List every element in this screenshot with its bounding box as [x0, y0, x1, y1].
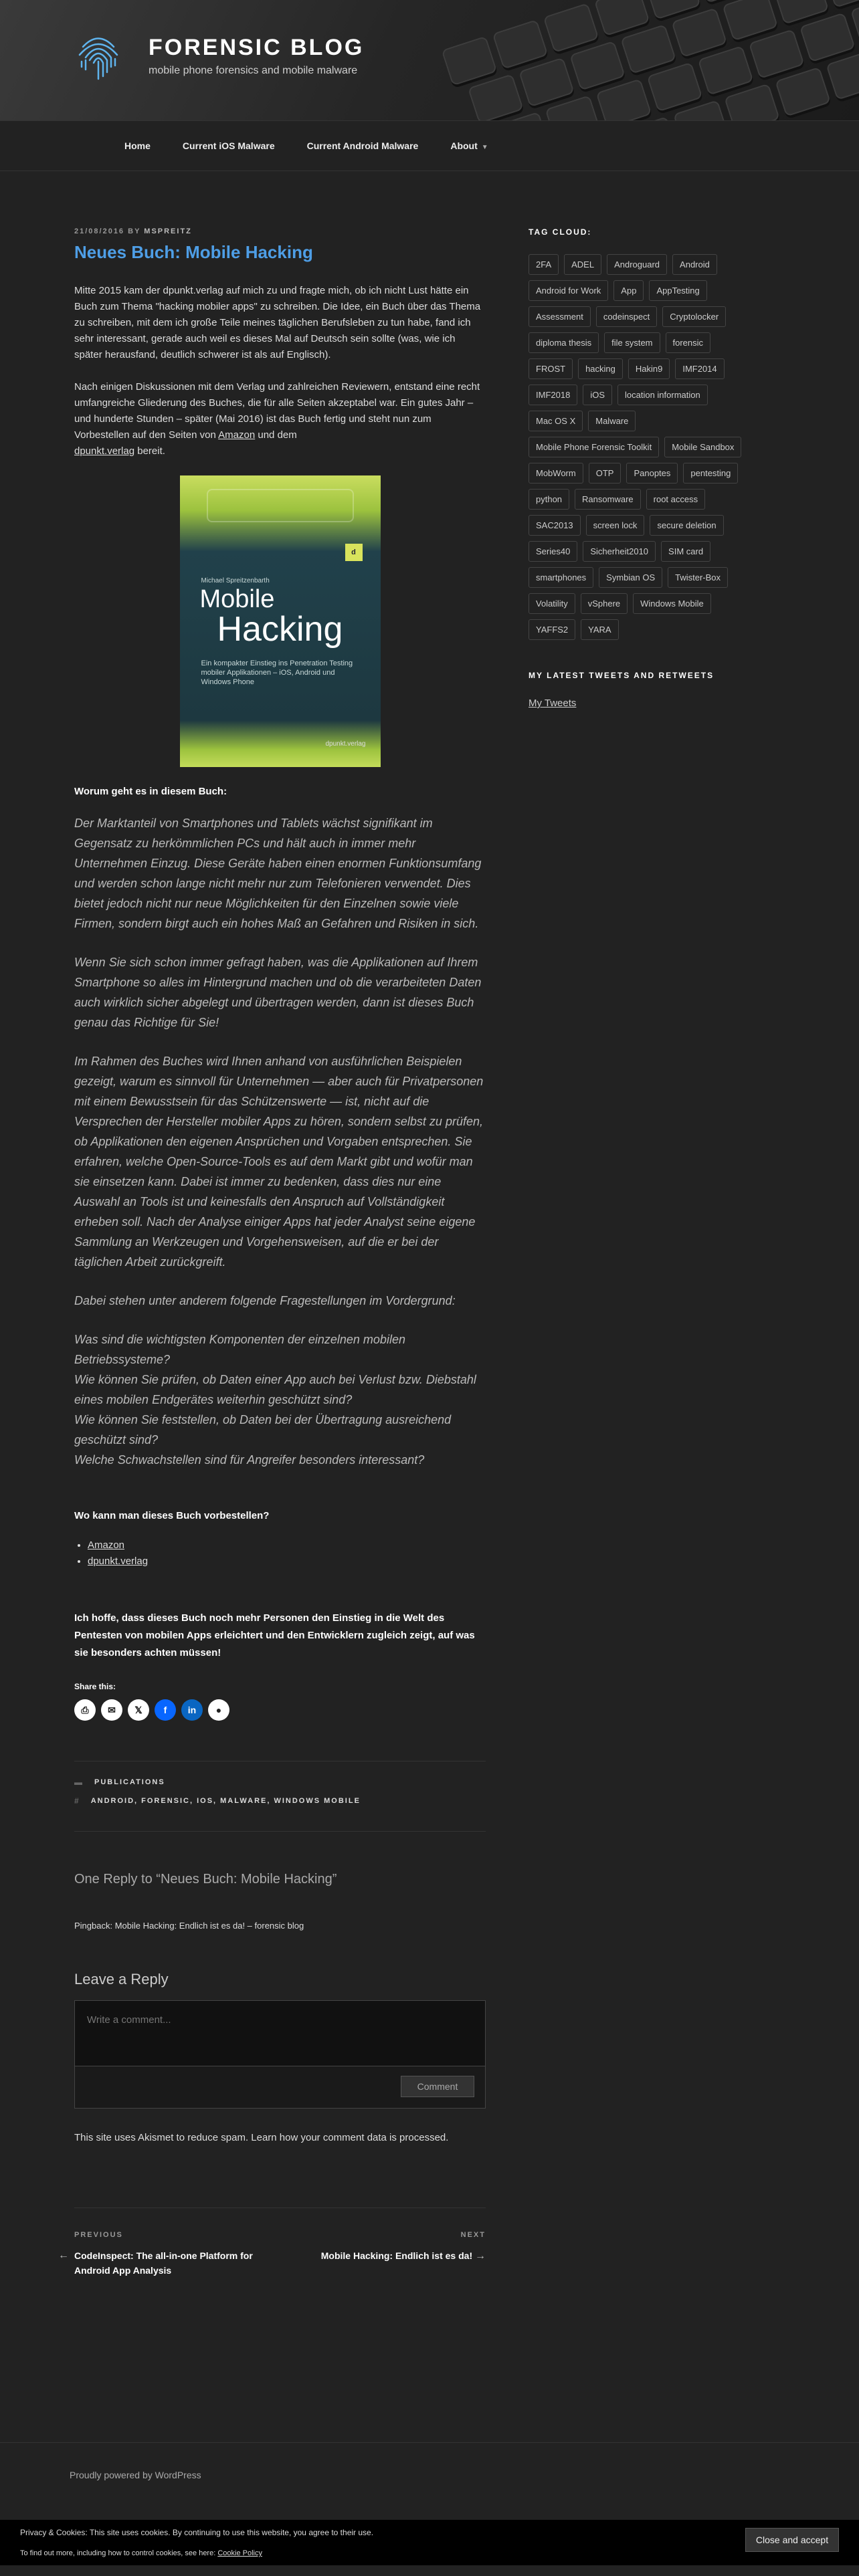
section-heading-order: Wo kann man dieses Buch vorbestellen?: [74, 1510, 270, 1521]
nav-item-ios-malware[interactable]: Current iOS Malware: [182, 140, 275, 151]
hashtag-icon: #: [74, 1796, 80, 1806]
book-author: Michael Spreitzenbarth: [201, 577, 270, 584]
tag-links[interactable]: ANDROID, FORENSIC, IOS, MALWARE, WINDOWS MOBILE: [90, 1797, 361, 1805]
tag-link[interactable]: iOS: [583, 385, 612, 405]
keyboard-key-decoration: [749, 29, 805, 79]
post-by: BY: [128, 227, 141, 235]
tag-link[interactable]: OTP: [589, 463, 622, 484]
post-title: Neues Buch: Mobile Hacking: [74, 242, 313, 262]
tag-link[interactable]: Panoptes: [626, 463, 678, 484]
dpunkt-link[interactable]: dpunkt.verlag: [74, 445, 135, 457]
tag-link[interactable]: pentesting: [683, 463, 738, 484]
tag-link[interactable]: location information: [617, 385, 708, 405]
post-paragraph-2-text-c: bereit.: [137, 445, 165, 457]
italic-paragraph-3: Im Rahmen des Buches wird Ihnen anhand von ausführlichen Beispielen gezeigt, warum es sinnvoll für Unternehmen — aber auch für Privatpersonen mit einem Bewusstsein für das Schützenswerte — ist, nicht auf die Versprechen der Hersteller mobiler Apps zu hören, sondern selbst zu prüfen, ob Applikationen den eigenen Ansprüchen und Vorgaben entsprechen. Sie erfahren, welche Open-Source-Tools es auf dem Markt gibt und wofür man sie einsetzen kann. Dabei ist immer zu bedenken, dass dies nur eine Auswahl an Tools ist und keinesfalls den Anspruch auf Vollständigkeit erheben soll. Nach der Analyse einiger Apps hat jeder Analyst seine eigene Sammlung an Werkzeugen und Vorgehensweisen, auf die er bei der täglichen Arbeit zurückgreift.: [74, 1055, 484, 1269]
post-paragraph-2-text-b: und dem: [258, 429, 297, 441]
tag-link[interactable]: Android: [672, 254, 717, 275]
tag-link[interactable]: root access: [646, 489, 705, 510]
comment-form: [74, 2000, 486, 2109]
tag-link[interactable]: smartphones: [529, 567, 593, 588]
book-publisher: dpunkt.verlag: [325, 740, 366, 748]
post-paragraph-2: [74, 379, 486, 459]
tag-link[interactable]: Sicherheit2010: [583, 541, 656, 562]
site-title[interactable]: FORENSIC BLOG: [149, 34, 365, 60]
chevron-down-icon: ▼: [481, 144, 488, 151]
book-title-line-2: Hacking: [217, 610, 343, 649]
keyboard-key-decoration: [722, 0, 778, 41]
tag-link[interactable]: Assessment: [529, 306, 591, 327]
site-footer: [0, 2442, 859, 2507]
cookie-more-text: To find out more, including how to control cookies, see here:: [20, 2549, 216, 2557]
main-navigation: [0, 120, 859, 171]
italic-paragraph-4: Dabei stehen unter anderem folgende Fragestellungen im Vordergrund:: [74, 1294, 456, 1307]
cookie-text: Privacy & Cookies: This site uses cookies. By continuing to use this website, you agree to their use.: [20, 2528, 374, 2537]
comment-textarea[interactable]: [75, 2001, 485, 2066]
tag-link[interactable]: IMF2014: [675, 358, 724, 379]
italic-paragraph-2: Wenn Sie sich schon immer gefragt haben, was die Applikationen auf Ihrem Smartphone so alles im Hintergrund machen und ob die verarbeiteten Daten auch wirklich sicher abgelegt und übertragen werden, dann ist dieses Buch genau das Richtige für Sie!: [74, 956, 482, 1029]
linkedin-icon[interactable]: in: [181, 1699, 203, 1721]
tag-link[interactable]: Malware: [588, 411, 636, 431]
question-item: Welche Schwachstellen sind für Angreifer besonders interessant?: [74, 1453, 425, 1467]
tag-link[interactable]: Mobile Sandbox: [664, 437, 741, 457]
cover-decoration: [207, 489, 354, 522]
tag-link[interactable]: forensic: [666, 332, 711, 353]
site-header: [0, 0, 859, 120]
facebook-icon[interactable]: f: [155, 1699, 176, 1721]
nav-item-about[interactable]: [450, 140, 488, 151]
post-content: [58, 227, 486, 2278]
leave-reply-heading: Leave a Reply: [74, 1971, 169, 1988]
tag-link[interactable]: YAFFS2: [529, 619, 575, 640]
tag-link[interactable]: SIM card: [661, 541, 710, 562]
tag-link[interactable]: Mac OS X: [529, 411, 583, 431]
comment-submit-button[interactable]: Comment: [401, 2076, 474, 2097]
cookie-banner: [0, 2520, 859, 2565]
keyboard-key-decoration: [569, 41, 626, 91]
post-author[interactable]: MSPREITZ: [144, 227, 192, 235]
category-row: [74, 1778, 486, 1787]
folder-icon: ▬: [74, 1778, 84, 1787]
keyboard-key-decoration: [799, 12, 856, 62]
post-navigation: [58, 2231, 486, 2278]
keyboard-key-decoration: [620, 24, 676, 74]
tags-row: [74, 1796, 486, 1806]
tag-link[interactable]: Cryptolocker: [662, 306, 726, 327]
sidebar: [529, 227, 749, 710]
order-link-amazon[interactable]: Amazon: [88, 1539, 125, 1551]
share-heading: Share this:: [74, 1682, 116, 1691]
tag-link[interactable]: Windows Mobile: [633, 593, 711, 614]
question-item: Was sind die wichtigsten Komponenten der einzelnen mobilen Betriebssysteme?: [74, 1333, 405, 1366]
tag-link[interactable]: hacking: [578, 358, 623, 379]
tag-link[interactable]: file system: [604, 332, 660, 353]
keyboard-key-decoration: [468, 74, 524, 120]
tag-link[interactable]: IMF2018: [529, 385, 577, 405]
share-buttons: [74, 1699, 486, 1721]
closing-paragraph: Ich hoffe, dass dieses Buch noch mehr Personen den Einstieg in die Welt des Pentesten von mobilen Apps erleichtert und den Entwicklern zugleich zeigt, auf was sie besonders achten müssen!: [74, 1612, 475, 1658]
tag-link[interactable]: diploma thesis: [529, 332, 599, 353]
tag-link[interactable]: Series40: [529, 541, 577, 562]
keyboard-key-decoration: [724, 83, 780, 120]
post-date[interactable]: 21/08/2016: [74, 227, 125, 235]
keyboard-key-decoration: [441, 36, 497, 86]
tag-link[interactable]: ADEL: [564, 254, 601, 275]
tag-link[interactable]: Android for Work: [529, 280, 608, 301]
tag-cloud-title: TAG CLOUD:: [529, 227, 592, 237]
order-link-dpunkt[interactable]: dpunkt.verlag: [88, 1555, 149, 1567]
keyboard-key-decoration: [671, 7, 727, 58]
publisher-badge: d: [345, 544, 363, 561]
close-and-accept-button[interactable]: Close and accept: [745, 2528, 839, 2552]
category-link[interactable]: PUBLICATIONS: [94, 1778, 165, 1786]
arrow-left-icon: ←: [58, 2250, 69, 2261]
tag-link[interactable]: Androguard: [607, 254, 667, 275]
amazon-link[interactable]: Amazon: [218, 429, 256, 441]
keyboard-key-decoration: [647, 62, 703, 112]
question-item: Wie können Sie feststellen, ob Daten bei der Übertragung ausreichend geschützt sind?: [74, 1413, 452, 1446]
question-list: [74, 1329, 486, 1470]
keyboard-key-decoration: [492, 19, 549, 70]
branding: [70, 27, 364, 84]
post-paragraph-1: Mitte 2015 kam der dpunkt.verlag auf mich zu und fragte mich, ob ich nicht Lust hätte ein Buch zum Thema "hacking mobiler apps" zu schreiben. Die Idee, ein Buch über das Thema zu schreiben, mit dem ich große Teile meines täglichen Berufsleben zu tun habe, fand ich sehr interessant, gerade auch weil es dieses Mal auf Deutsch sein sollte (was, wie ich später herausfand, deutlich schwerer ist als auf Englisch).: [74, 285, 481, 360]
tag-link[interactable]: 2FA: [529, 254, 559, 275]
email-icon[interactable]: ✉: [101, 1699, 122, 1721]
keyboard-key-decoration: [518, 57, 575, 107]
keyboard-key-decoration: [826, 50, 859, 100]
post-meta: [74, 227, 486, 235]
order-links: [88, 1537, 486, 1570]
tag-link[interactable]: screen lock: [586, 515, 645, 536]
cookie-policy-link[interactable]: Cookie Policy: [217, 2549, 262, 2557]
tag-link[interactable]: FROST: [529, 358, 573, 379]
tag-link[interactable]: vSphere: [581, 593, 628, 614]
nav-item-about-label: About: [450, 140, 478, 151]
tag-link[interactable]: Hakin9: [628, 358, 670, 379]
italic-paragraph-1: Der Marktanteil von Smartphones und Tablets wächst signifikant im Gegensatz zu herkömmlichen PCs und hält auch in immer mehr Unternehmen Einzug. Diese Geräte haben einen enormen Funktionsumfang und werden schon lange nicht mehr nur zum Telefonieren verwendet. Dies bietet jedoch nicht nur neue Möglichkeiten für den Einzelnen sowie viele Firmen, sondern birgt auch ein hohes Maß an Gefahren und Risiken in sich.: [74, 817, 482, 930]
keyboard-key-decoration: [595, 78, 652, 120]
post-taxonomy: [74, 1761, 486, 1832]
keyboard-key-decoration: [698, 45, 754, 96]
tag-link[interactable]: Symbian OS: [599, 567, 662, 588]
cookie-more: [20, 2549, 262, 2557]
akismet-notice: This site uses Akismet to reduce spam. Learn how your comment data is processed.: [74, 2130, 486, 2208]
arrow-right-icon: →: [475, 2250, 486, 2262]
tag-link[interactable]: secure deletion: [650, 515, 723, 536]
tweets-title: MY LATEST TWEETS AND RETWEETS: [529, 671, 714, 680]
previous-label: PREVIOUS: [74, 2231, 123, 2239]
print-icon[interactable]: ⎙: [74, 1699, 96, 1721]
book-cover-image[interactable]: [180, 475, 381, 767]
previous-post-title[interactable]: CodeInspect: The all-in-one Platform for Android App Analysis: [74, 2250, 253, 2276]
tag-link[interactable]: AppTesting: [649, 280, 706, 301]
tag-link[interactable]: YARA: [581, 619, 618, 640]
nav-item-home[interactable]: Home: [124, 140, 151, 151]
section-heading-about: Worum geht es in diesem Buch:: [74, 786, 227, 797]
tag-link[interactable]: Volatility: [529, 593, 575, 614]
tag-link[interactable]: codeinspect: [596, 306, 657, 327]
list-item: [88, 1537, 486, 1553]
nav-item-android-malware[interactable]: Current Android Malware: [306, 140, 419, 151]
my-tweets-link[interactable]: My Tweets: [529, 697, 577, 709]
keyboard-key-decoration: [775, 67, 831, 117]
keyboard-key-decoration: [543, 3, 599, 53]
next-post-title[interactable]: Mobile Hacking: Endlich ist es da!: [320, 2250, 473, 2261]
tag-link[interactable]: Twister-Box: [668, 567, 728, 588]
reddit-icon[interactable]: ●: [208, 1699, 229, 1721]
comments-heading: One Reply to “Neues Buch: Mobile Hacking”: [74, 1872, 337, 1887]
tag-link[interactable]: python: [529, 489, 569, 510]
fingerprint-logo-icon[interactable]: [70, 27, 127, 84]
x-twitter-icon[interactable]: 𝕏: [128, 1699, 149, 1721]
tag-link[interactable]: Ransomware: [575, 489, 641, 510]
tag-link[interactable]: App: [613, 280, 644, 301]
tag-link[interactable]: MobWorm: [529, 463, 583, 484]
site-tagline: mobile phone forensics and mobile malware: [149, 64, 358, 76]
next-post[interactable]: [285, 2231, 486, 2278]
previous-post[interactable]: [58, 2231, 275, 2278]
tag-cloud: [529, 254, 743, 640]
keyboard-background: [441, 0, 859, 120]
question-item: Wie können Sie prüfen, ob Daten einer App auch bei Verlust bzw. Diebstahl eines mobilen Endgerätes weiterhin geschützt sind?: [74, 1373, 476, 1406]
powered-by-link[interactable]: Proudly powered by WordPress: [70, 2470, 201, 2480]
post-paragraph-2-text-a: Nach einigen Diskussionen mit dem Verlag und zahlreichen Reviewern, entstand eine recht umfangreiche Gliederung des Buches, die für alle Seiten akzeptabel war. Ein gutes Jahr – und hunderte Stunden – später (Mai 2016) ist das Buch fertig und steht nun zum Vorbestellen auf den Seiten von: [74, 381, 480, 441]
keyboard-key-decoration: [824, 0, 859, 8]
tag-link[interactable]: Mobile Phone Forensic Toolkit: [529, 437, 659, 457]
tag-link[interactable]: SAC2013: [529, 515, 581, 536]
next-label: NEXT: [460, 2231, 486, 2239]
book-title-line-1: Mobile: [199, 585, 275, 613]
book-subtitle: Ein kompakter Einstieg ins Penetration Testing mobiler Applikationen – iOS, Android und Windows Phone: [201, 659, 353, 686]
pingback-item[interactable]: Pingback: Mobile Hacking: Endlich ist es da! – forensic blog: [74, 1921, 304, 1931]
list-item: [88, 1553, 486, 1570]
